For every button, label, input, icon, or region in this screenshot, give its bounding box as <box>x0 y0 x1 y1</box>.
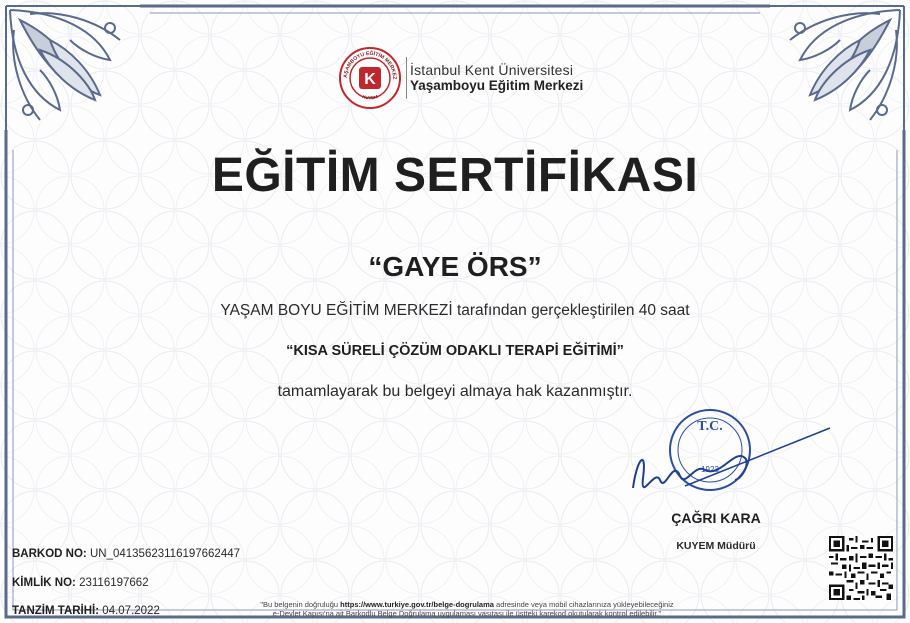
barcode-number <box>12 548 240 560</box>
svg-text:1923: 1923 <box>701 465 719 474</box>
svg-text:KUYEM: KUYEM <box>361 94 379 101</box>
signer-name: ÇAĞRI KARA <box>671 510 761 526</box>
completion-statement: tamamlayarak bu belgeyi almaya hak kazanmıştır. <box>277 383 633 400</box>
svg-text:K: K <box>364 71 376 88</box>
issue-date-value: 04.07.2022 <box>102 605 160 617</box>
description-line: YAŞAM BOYU EĞİTİM MERKEZİ tarafından gerçekleştirilen 40 saat <box>220 302 690 319</box>
barcode-label: BARKOD NO: <box>12 548 87 560</box>
issue-date-label: TANZİM TARİHİ: <box>12 605 100 617</box>
recipient-name: “GAYE ÖRS” <box>368 251 542 282</box>
institution-logo <box>338 44 598 112</box>
course-title: “KISA SÜRELİ ÇÖZÜM ODAKLI TERAPİ EĞİTİMİ” <box>286 343 624 359</box>
svg-text:YAŞAMBOYU EĞİTİM MERKEZİ: AŞAMBOYU EĞİTİM MERKEZ <box>342 50 398 80</box>
svg-text:T.C.: T.C. <box>697 419 723 434</box>
university-seal-icon <box>338 46 402 110</box>
signer-title: KUYEM Müdürü <box>676 540 756 552</box>
signature-stamp <box>625 408 835 518</box>
verification-note: "Bu belgenin doğruluğu https://www.turkiye.gov.tr/belge-dogrulama adresinde veya mobil cihazlarınıza yükleyebileceğiniz e-Devlet Kapısı'na ait Barkodlu Belge Doğrulama uygulaması vasıtası ile üstteki karekod okutularak kontrol edilebilir." <box>260 600 674 619</box>
university-name: İstanbul Kent Üniversitesi <box>410 62 574 79</box>
barcode-value: UN_04135623116197662447 <box>89 548 241 560</box>
qr-code-icon[interactable] <box>829 536 893 600</box>
issue-date <box>12 605 160 617</box>
certificate-title: EĞİTİM SERTİFİKASI <box>211 149 699 202</box>
verification-url[interactable]: https://www.turkiye.gov.tr/belge-dogrulama <box>340 600 494 609</box>
logo-divider <box>406 57 407 99</box>
id-number <box>12 577 149 589</box>
corner-ornament-left <box>0 0 140 140</box>
center-name: Yaşamboyu Eğitim Merkezi <box>410 78 584 94</box>
id-label: KİMLİK NO: <box>12 577 76 589</box>
corner-ornament-right <box>770 0 910 140</box>
id-value: 23116197662 <box>79 577 149 589</box>
